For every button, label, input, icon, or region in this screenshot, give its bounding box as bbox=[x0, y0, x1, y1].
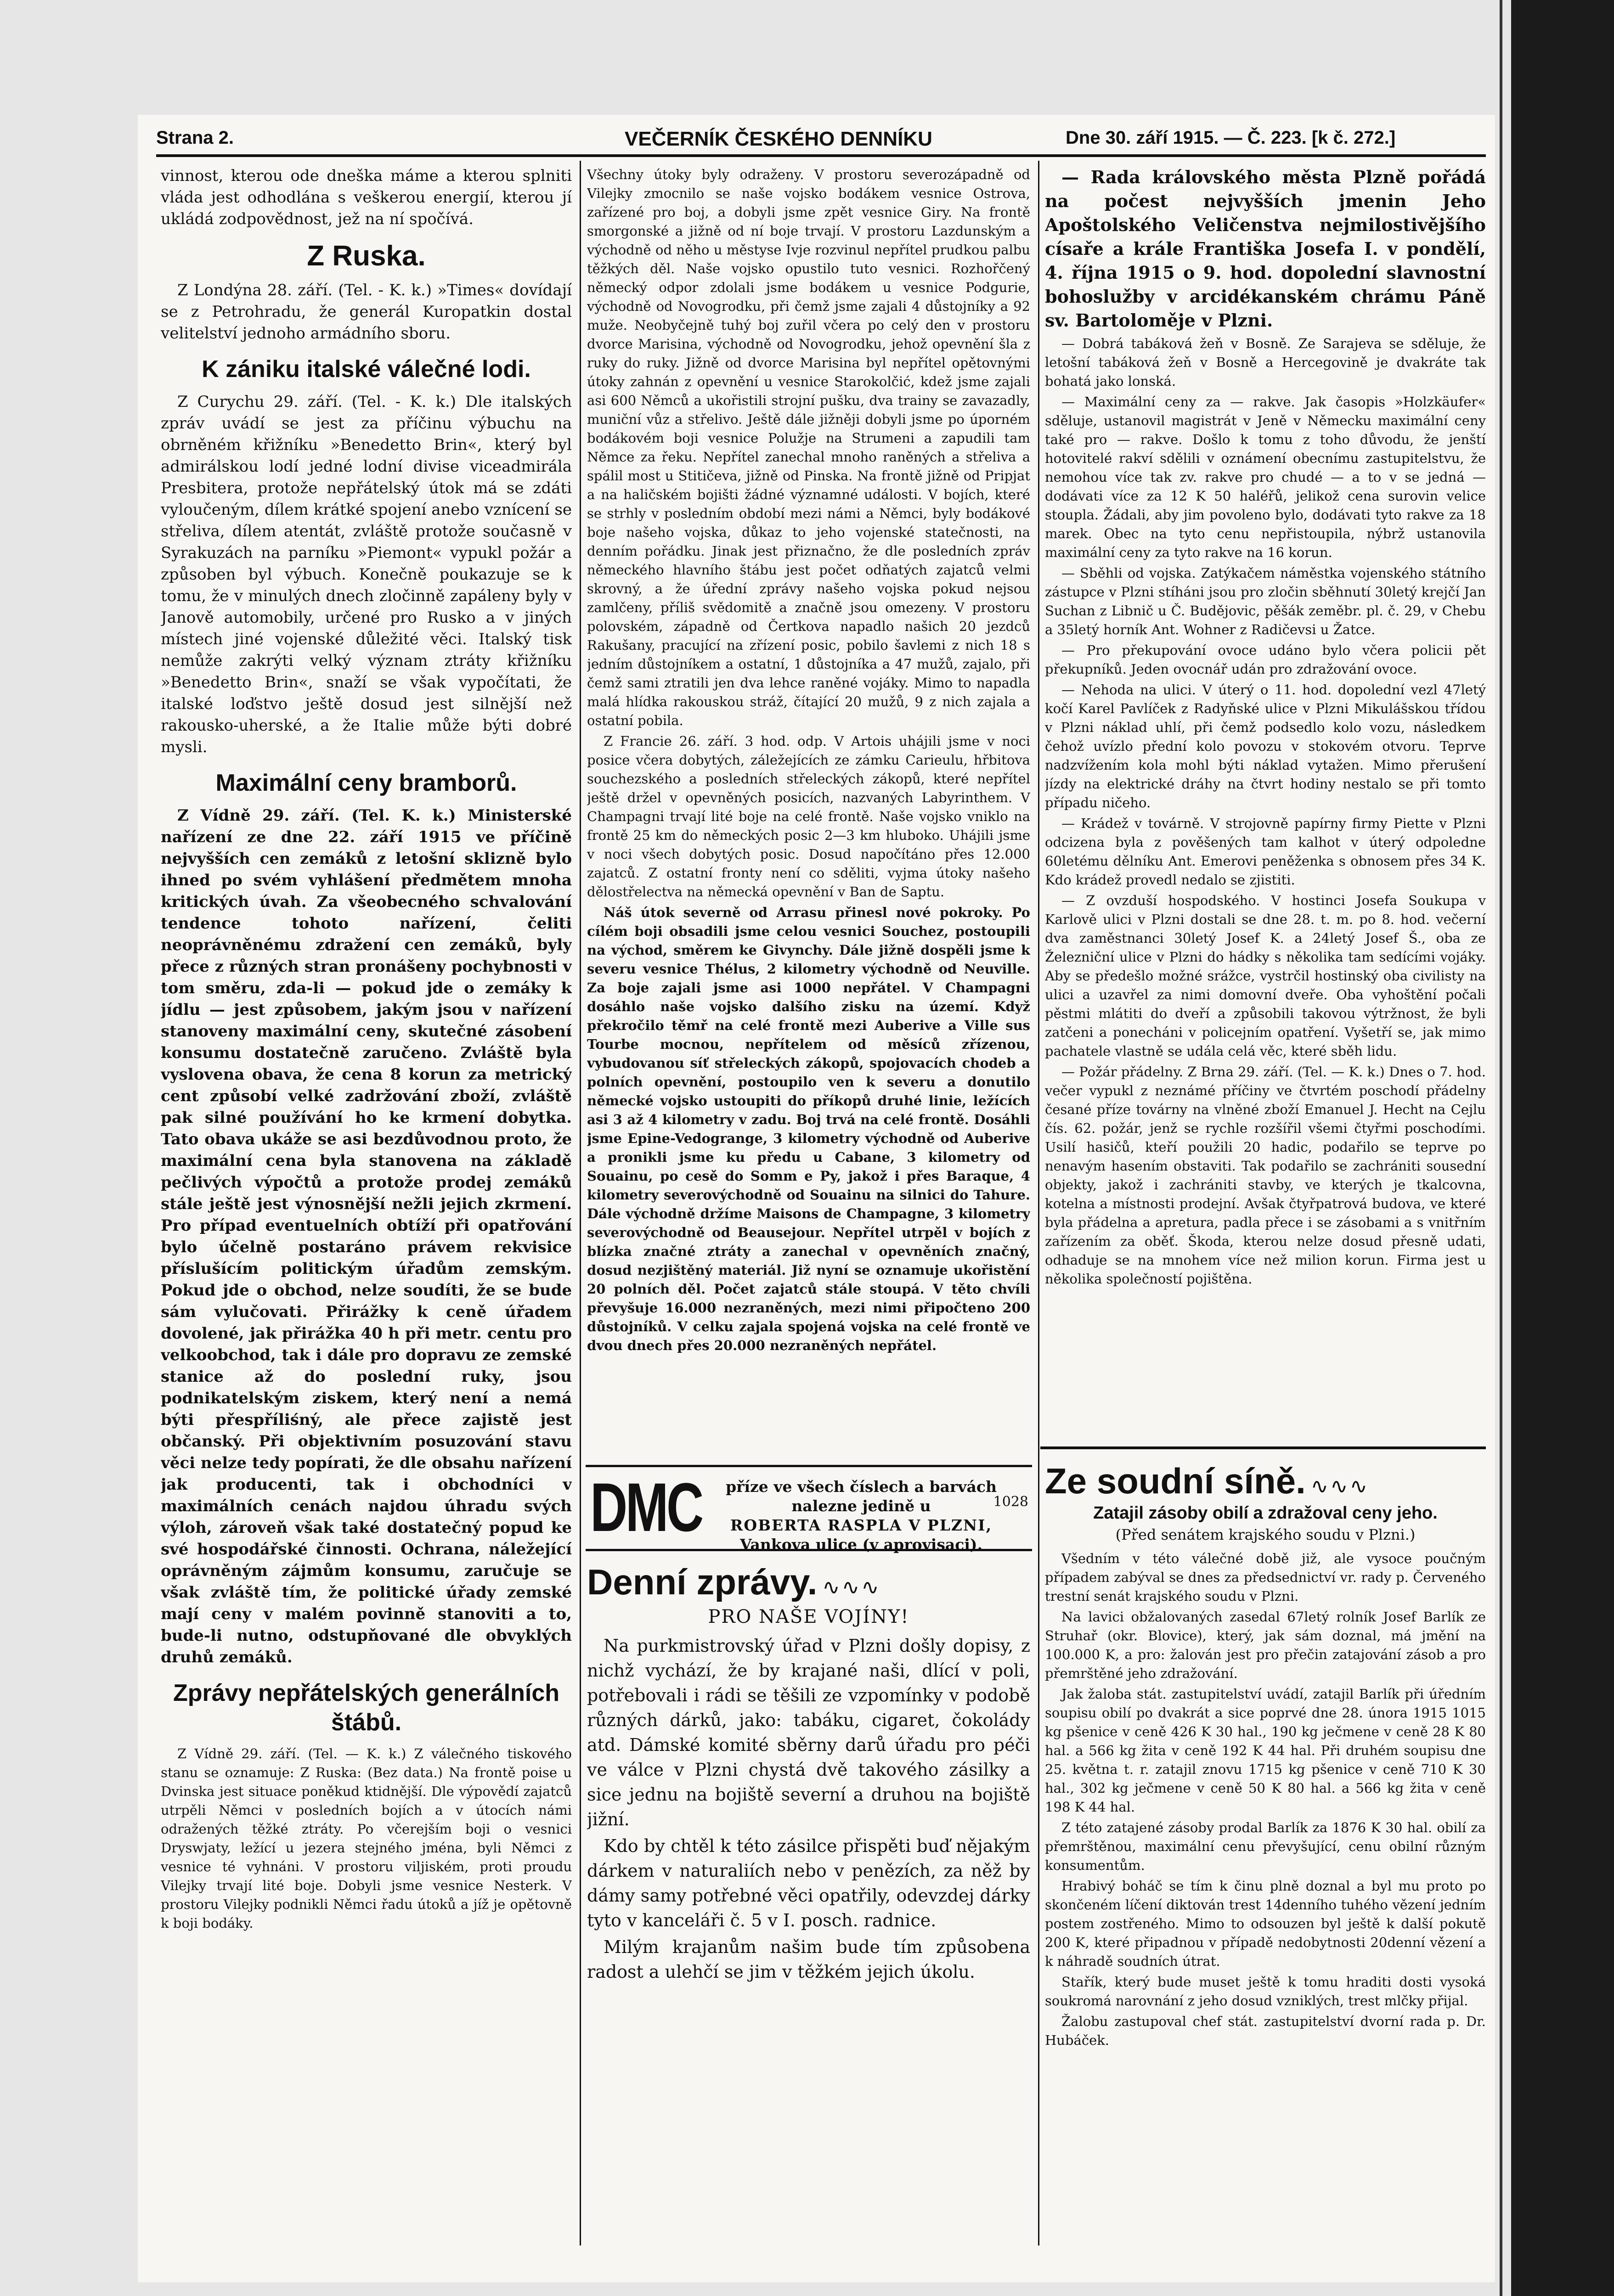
article-tabak: — Dobrá tabáková žeň v Bosně. Ze Sarajeva se sděluje, že letošní tabáková žeň v Bosně a Hercegovině je dvakráte tak bohatá jako lonská. bbox=[1045, 336, 1486, 389]
denni-title: Denní zprávy. bbox=[587, 1562, 818, 1602]
article-pozar: — Požár přádelny. Z Brna 29. září. (Tel. — K. k.) Dnes o 7. hod. večer vypukl z neznámé příčiny ve čtvrtém poschodí přádelny česané příze továrny na vlněné zboží Emanuel J. Hecht na Cejlu čís. 62. požár, jenž se rychle rozšířil všemi čtyřmi poschodími. Usilí hasičů, kteří použili 20 hadic, podařilo se teprve po nenavým hasením obstaviti. Tak podařilo se zachrániti sousední objekty, jakož i zachrániti stavby, ve kterých je tkalcovna, kotelna a místnosti prodejní. Avšak čtyřpatrová budova, ve které byla přádelna a apretura, padla přece i se zásobami a s vnitřním zařízením za oběť. Škoda, kterou nelze dosud přesně udati, odhaduje se na mnohem více než milion korun. Firma jest u několika společností pojištěna. bbox=[1045, 1064, 1486, 1287]
article-arras: Náš útok severně od Arrasu přinesl nové pokroky. Po cílém boji obsadili jsme celou vesnici Souchez, postoupili na východ, směrem ke Givynchy. Dále jižně dospěli jsme k severu vesnice Thélus, 2 kilometry východně od Neuville. Za boje zajali jsme asi 1000 nepřátel. V Champagni dosáhlo naše vojsko dalšího zisku na území. Když překročilo těmř na celé frontě mezi Auberive a Ville sus Tourbe mocnou, nepřítelem od měsíců zřízenou, vybudovanou síť střeleckých zákopů, spojovacích chodeb a polních opevnění, postoupilo ven k severu a donutilo německé vojsko ustoupiti do příkopů druhé linie, ležících asi 3 až 4 kilometry v zadu. Boj trvá na celé frontě. Dosáhli jsme Epine-Vedogrange, 3 kilometry východně od Auberive a pronikli jsme ku předu u Cabane, 3 kilometry od Souainu, po cesě do Somm e Py, jakož i přes Baraque, 4 kilometry severovýchodně od Souainu na silnici do Tahure. Dále východně držíme Maisons de Champagne, 3 kilometry severovýchodně od Beausejour. Nepřítel utrpěl v bojích z blízka značné ztráty a zanechal v opevněních značný, dosud nezjištěný materiál. Již nyní se oznamuje ukořistění 20 polních děl. Počet zajatců stále stoupá. V těto chvíli převyšuje 16.000 nezraněných, mezi nimi připočteno 200 důstojníků. V celku zajala spojená vojska na celé frontě ve dvou dnech přes 20.000 nezraněných nepřátel. bbox=[587, 905, 1030, 1353]
dmc-logo: DMC bbox=[590, 1469, 702, 1546]
issue-date: Dne 30. září 1915. — Č. 223. [k č. 272.] bbox=[1066, 128, 1396, 148]
article-ruska: Z Londýna 28. září. (Tel. - K. k.) »Times« dovídají se z Petrohradu, že generál Kuropatkin dostal velitelství jednoho armádního sboru. bbox=[161, 281, 572, 343]
ad-text bbox=[700, 1477, 1022, 1554]
article-ovoce: — Pro překupování ovoce udáno bylo včera policii pět překupníků. Jeden ovocnář udán pro zdražování ovoce. bbox=[1045, 642, 1486, 677]
article-nehoda: — Nehoda na ulici. V úterý o 11. hod. dopolední vezl 47letý kočí Karel Pavlíček z Radyňské ulice v Plzni Mikulášskou třídou v Plzni náklad uhlí, při čemž podsedlo kolo vozu, následkem čehož uvízlo přední kolo povozu v stokovém otvoru. Teprve nadzvížením kola mohl býti náklad vytažen. Mimo přerušení jízdy na elektrické dráhy na čtvrt hodiny nestalo se při tomto případu ničeho. bbox=[1045, 682, 1486, 810]
soud-p4: Z této zatajené zásoby prodal Barlík za 1876 K 30 hal. obilí za přemrštěnou, maximální cenu převyšující, cenu obilní různým konsumentům. bbox=[1045, 1820, 1486, 1873]
soud-p7: Žalobu zastupoval chef stát. zastupitelství dvorní rada p. Dr. Hubáček. bbox=[1045, 2014, 1486, 2048]
article-ruska-cont: Všechny útoky byly odraženy. V prostoru severozápadně od Vilejky zmocnilo se naše vojsko bodákem vesnice Ostrova, zařízené pro boj, a dobyli jsme zpět vesnice Giry. Na frontě smorgonské a jižně od ní boje trvají. V prostoru Lazdunským a východně od něho u městyse Ivje rozvinul nepřítel prudkou palbu těžkých děl. Naše vojsko opustilo tuto vesnici. Rozhořčený německý odpor zdolali jsme bodákem u vesnice Podgurie, východně od Novogrodku, při čemž jsme zajali 4 důstojníky a 92 muže. Neobyčejně tuhý boj zuřil včera po celý den v prostoru dvorce Marisina, východně od Novogrodku, jehož opevnění šla z ruky do ruky. Jižně od dvorce Marisina byl nepřítel opětovnými útoky zahnán z opevnění u vesnice Starokolčić, kdež jsme zajali asi 600 Němců a ukořistili strojní pušku, dva trainy se zavazadly, muniční vůz a střelivo. Ještě dále jižněji dobyli jsme po úporném bodákovém boji vesnice Polužje na Strumeni a zapudili tam Němce za řeku. Nepřítel zanechal mnoho raněných a střeliva a spálil most u Stitičeva, jižně od Pinska. Na frontě jižně od Pripjat a na haličském bojišti žádné významné události. V bojích, které se strhly v posledním období mezi námi a Němci, byly bodákové boje našeho vojska, důkaz to jeho vojenské statečnosti, na denním pořádku. Jinak jest přiznačno, že dle posledních zpráv německého hlavního štábu jest počet odňatých zajatců velmi skrovný, a že úřední zprávy našeho vojska pokud nejsou zamlčeny, příliš svědomitě a značně jsou omezeny. V prostoru polovském, západně od Čertkova napadlo našich 20 jezdců Rakušany, pracující na zřízení posic, pobilo šavlemi z nich 18 s jedním důstojníkem a ostatní, 1 důstojníka a 47 mužů, zajalo, při čemž sami ztratili jen dva lehce raněné vojáky. Mimo to napadla malá hlídka rakouskou stráž, čítající 20 mužů, 9 z nich zajala a ostatní pobila. bbox=[587, 167, 1030, 728]
article-zpravy-stabu: Z Vídně 29. září. (Tel. — K. k.) Z válečného tiskového stanu se oznamuje: Z Ruska: (Bez data.) Na frontě poise u Dvinska jest situace poněkud ktidnější. Dle výpovědí zajatců utrpěli Němci v posledních bojích a v útocích námi odražených těžké ztráty. Po včerejším boji o vesnici Dryswjaty, ležící u jezera stejného jména, byli Němci z vesnice té vyhnáni. V prostoru viljiském, proti proudu Vilejky trvají lité boje. Dobyli jsme vesnice Nesterk. V prostoru Vilejky podnikli Němci řadu útoků a jíž je opětovně k boji bodáky. bbox=[161, 1746, 572, 1931]
denni-heading-row bbox=[587, 1561, 1030, 1603]
column-1 bbox=[161, 165, 572, 2241]
article-lod: Z Curychu 29. září. (Tel. - K. k.) Dle italských zpráv uvádí se jest za příčinu výbuchu na obrněném křižníku »Benedetto Brin«, který byl admirálskou lodí jedné lodní divise viceadmirála Presbitera, protože nepřátelský útok má se zdáti vyloučeným, dílem krátké spojení anebo vznícení se střeliva, dílem atentát, zvláště protože současně v Syrakuzách na parníku »Piemont« vypukl požár a způsoben byl výbuch. Konečně poukazuje se k tomu, že v minulých dnech zločinně zapáleny byly v Janově automobily, určené pro Rusko a v jiných místech jiné vojenské důležité věci. Italský tisk nemůže zakrýti velký význam ztráty křižníku »Benedetto Brin«, snaží se však vypočítati, že italské loďstvo ještě dosud jest silnější než rakousko-uherské, a že Italie může býti dobré mysli. bbox=[161, 393, 572, 756]
soud-p5: Hrabivý boháč se tím k činu plně doznal a byl mu proto po skončeném líčení diktován trest 14denního tuhého vězení jedním postem zostřeného. Mimo to odsouzen byl ještě k další pokutě 200 K, které připadnou v případě nedobytnosti 20denní vězení a k náhradě soudních útrat. bbox=[1045, 1878, 1486, 1969]
soudni-sin-section bbox=[1045, 1460, 1486, 2241]
wave-ornament: ∿∿∿ bbox=[822, 1575, 881, 1599]
ad-line-4: Vankova ulice (v aprovisaci). bbox=[739, 1536, 983, 1553]
soud-title: Ze soudní síně. bbox=[1045, 1461, 1306, 1501]
column-3 bbox=[1045, 165, 1486, 1437]
soud-headline: Zatajil zásoby obilí a zdražoval ceny jeho. bbox=[1093, 1503, 1438, 1523]
ad-line-1: příze ve všech číslech a barvách bbox=[726, 1478, 997, 1496]
article-zbehli: — Sběhli od vojska. Zatýkačem náměstka vojenského státního zástupce v Plzni stíháni jsou pro zločin sběhnutí 30letý krejčí Jan Suchan z Libnič u Č. Budějovic, pěšák zeměbr. pl. č. 29, v Chebu a 35letý horník Ant. Wohner z Radičevsi u Žatce. bbox=[1045, 565, 1486, 637]
page-number: Strana 2. bbox=[156, 128, 234, 148]
page-header bbox=[156, 128, 1488, 155]
ad-line-2: nalezne jedině u bbox=[791, 1497, 931, 1515]
heading-ceny-bramboru: Maximální ceny bramborů. bbox=[215, 770, 517, 796]
ad-number: 1028 bbox=[993, 1494, 1028, 1510]
article-ceny-bramboru: Z Vídně 29. září. (Tel. K. k.) Ministerské nařízení ze dne 22. září 1915 ve příčině nejvyšších cen zemáků z letošní sklizně bylo ihned po svém vyhlášení předmětem mnoha kritických úvah. Za všeobecného schvalování tendence tohoto nařízení, čeliti neoprávněnému zdražení cen zemáků, byly přece z různých stran pronášeny pochybnosti v tom směru, zda-li — pokud jde o zemáky k jídlu — jest způsobem, jakým jsou v nařízení stanoveny maximální ceny, skutečné zásobení konsumu dostatečně zaručeno. Zvláště byla vyslovena obava, že cena 8 korun za metrický cent způsobí velké zadržování zboží, zvláště pak silné používání ho ke krmení dobytka. Tato obava ukáže se asi bezdůvodnou proto, že maximální cena byla stanovena na základě pečlivých výpočtů a protože prodej zemáků stále ještě jest výnosnější nežli jejich zkrmení. Pro případ eventuelních obtíží při opatřování bylo účelně postaráno právem rekvisice příslušícím politickým úřadům zemským. Pokud jde o obchod, nelze soudíti, že se bude sám vylučovati. Přirážky k ceně úřadem dovolené, jak přirážka 40 h při metr. centu pro velkoobchod, tak i dále pro dopravu ze zemské stanice až do poslední ruky, jsou podnikatelským ziskem, který není a nemá býti přespříliśný, ale přece zajistě jest občanský. Při objektivním posuzování stavu věci nelze tedy popírati, že dle obsahu nařízení jak producenti, tak i obchodníci v maximálních cenách najdou úhradu svých výloh, zároveň však také dostatečný popud ke své hospodářské činnosti. Ochrana, náležející oprávněným zájmům konsumu, zaručuje se však zvláště tím, že politické úřady zemské mají ceny v malém povinně stanoviti a to, bude-li nutno, odstupňované dle obvyklých druhů zemáků. bbox=[161, 806, 572, 1666]
article-kradez: — Krádež v továrně. V strojovně papírny firmy Piette v Plzni odcizena byla z pověšených tam kalhot v úterý odpoledne 60letému dělníku Ant. Emerovi peněženka s obnosem přes 34 K. Kdo krádež provedl nedalo se zjistiti. bbox=[1045, 816, 1486, 888]
article-hospoda: — Z ovzduší hospodského. V hostinci Josefa Soukupa v Karlově ulici v Plzni dostali se dne 28. t. m. po 8. hod. večerní dva zaměstnanci 30letý Josef K. a 24letý Josef Š., oba ze Železniční ulice v Plzni do hádky s několika tam sedícími vojáky. Aby se předešlo možné srážce, vystrčil hostinský oba civilisty na ulici a uzavřel za nimi domovní dveře. Oba vyhoštění počali pěstmi mlátiti do dveří a způsobili takovou výtržnost, že byli zatčeni a ponecháni v policejním opatření. Vyšetří se, jak mimo pachatele vlastně se udála celá věc, které sběh lidu. bbox=[1045, 893, 1486, 1059]
soud-heading-row bbox=[1045, 1460, 1486, 1502]
denni-p2: Kdo by chtěl k této zásilce přispěti buď nějakým dárkem v naturaliích nebo v penězích, za něž by dámy samy potřebné věci opatřily, odevzdej dárky tyto v kanceláři č. 5 v I. posch. radnice. bbox=[587, 1836, 1030, 1930]
scan-edge bbox=[1500, 0, 1502, 2296]
masthead-title: VEČERNÍK ČESKÉHO DENNÍKU bbox=[625, 128, 932, 150]
soud-p2: Na lavici obžalovaných zasedal 67letý rolník Josef Barlík ze Struhař (okr. Blovice), který, jak sám doznal, má jmění na 100.000 K, a pro: žalován jest pro přečin zatajování zásob a pro přemrštěné jeho zdražování. bbox=[1045, 1609, 1486, 1681]
column-2 bbox=[587, 165, 1030, 1456]
wave-ornament-2: ∿∿∿ bbox=[1310, 1474, 1370, 1498]
article-rada: — Rada královského města Plzně pořádá na počest nejvyšších jmenin Jeho Apoštolského Veličenstva nejmilostivějšího císaře a krále Františka Josefa I. v pondělí, 4. října 1915 o 9. hod. dopolední slavnostní bohoslužby v arcidékanském chrámu Páně sv. Bartoloměje v Plzni. bbox=[1045, 167, 1486, 331]
soud-rule bbox=[1040, 1446, 1486, 1449]
column-divider-2 bbox=[1038, 161, 1039, 2245]
soud-p3: Jak žaloba stát. zastupitelství uvádí, zatajil Barlík při úředním soupisu obilí po dvakrát a sice poprvé dne 28. února 1915 1015 kg pšenice v ceně 426 K 30 hal., 190 kg ječmene v ceně 28 K 80 hal. a 566 kg žita v ceně 192 K 44 hal. Při druhém soupisu dne 25. května t. r. zatajil znovu 1715 kg pšenice v ceně 710 K 30 hal., 302 kg ječmene v ceně 50 K 80 hal. a 566 kg žita v ceně 198 K 44 hal. bbox=[1045, 1686, 1486, 1815]
article-rakve: — Maximální ceny za — rakve. Jak časopis »Holzkäufer« sděluje, ustanovil magistrát v Jeně v Německu maximální ceny také pro — rakve. Došlo k tomu z toho důvodu, že jenští hotovitelé rakví sdělili v oznámení obecnímu zastupitelstvu, že nemohou více tak zv. rakve pro chudé — a to v se jedná — dodávati více za 12 K 50 haléřů, jelikož cena surovin velice stoupla. Žádali, aby jim povoleno bylo, dodávati tyto rakve za 18 marek. Obec na tyto cenu nepřistoupila, nýbrž ustanovila maximální ceny za tyto rakve na 16 korun. bbox=[1045, 394, 1486, 560]
denni-p1: Na purkmistrovský úřad v Plzni došly dopisy, z nichž vychází, že by krajané naši, dlící v poli, potřebovali i rádi se těšili ze vzpomínky v podobě různých dárků, jako: tabáku, cigaret, čokolády atd. Dámské komité sběrny darů úřadu pro péči ve válce v Plzni chystá dvě takového zásilky a sice jednu na bojiště severní a druhou na bojiště jižní. bbox=[587, 1636, 1030, 1829]
soud-p6: Stařík, který bude muset ještě k tomu hraditi dosti vysoká soukromá narovnání z jeho dosud vzniklých, trest mlčky přijal. bbox=[1045, 1974, 1486, 2009]
scan-border bbox=[1511, 0, 1614, 2296]
denni-p3: Milým krajanům našim bude tím způsobena radost a ulehčí se jim v těžkém jejich úkolu. bbox=[587, 1937, 1030, 1982]
ad-line-3: ROBERTA RASPLA V PLZNI, bbox=[730, 1516, 993, 1534]
article-francie: Z Francie 26. září. 3 hod. odp. V Artois uhájili jsme v noci posice včera dobytých, záležejících ze zámku Carieulu, hřbitova souchezského a posledních střeleckých zákopů, které nepřítel ještě držel v opevněných posicích, nazvaných Labyrinthem. V Champagni trvají lité boje na celé frontě. Naše vojsko vniklo na frontě 25 km do německých posic 2—3 km hluboko. Uhájili jsme v noci všech dobytých posic. Dosud napočítáno přes 12.000 zajatců. Z ostatní fronty není co sděliti, vyjma útoky našeho dělostřelectva na německá opevnění v Ban de Saptu. bbox=[587, 733, 1030, 900]
heading-ruska: Z Ruska. bbox=[307, 240, 426, 272]
header-rule bbox=[156, 154, 1486, 157]
heading-zpravy-stabu: Zprávy nepřátelských generálních štábů. bbox=[173, 1680, 559, 1736]
soud-subheading: (Před senátem krajského soudu v Plzni.) bbox=[1115, 1526, 1416, 1543]
heading-lod: K zániku italské válečné lodi. bbox=[202, 356, 531, 383]
column-divider-1 bbox=[580, 161, 581, 2245]
intro-text: vinnost, kterou ode dneška máme a kterou splniti vláda jest odhodlána s veškerou energií, kterou jí ukládá zodpovědnost, jež na ní spočívá. bbox=[161, 167, 572, 228]
soud-p1: Všedním v této válečné době již, ale vysoce poučným případem zabýval se dnes za předsednictví vr. rady p. Červeného trestní senát krajského soudu v Plzni. bbox=[1045, 1551, 1486, 1604]
denni-zpravy-section bbox=[587, 1561, 1030, 2241]
denni-subtitle: PRO NAŠE VOJÍNY! bbox=[708, 1606, 909, 1627]
dmc-advertisement bbox=[586, 1465, 1032, 1551]
